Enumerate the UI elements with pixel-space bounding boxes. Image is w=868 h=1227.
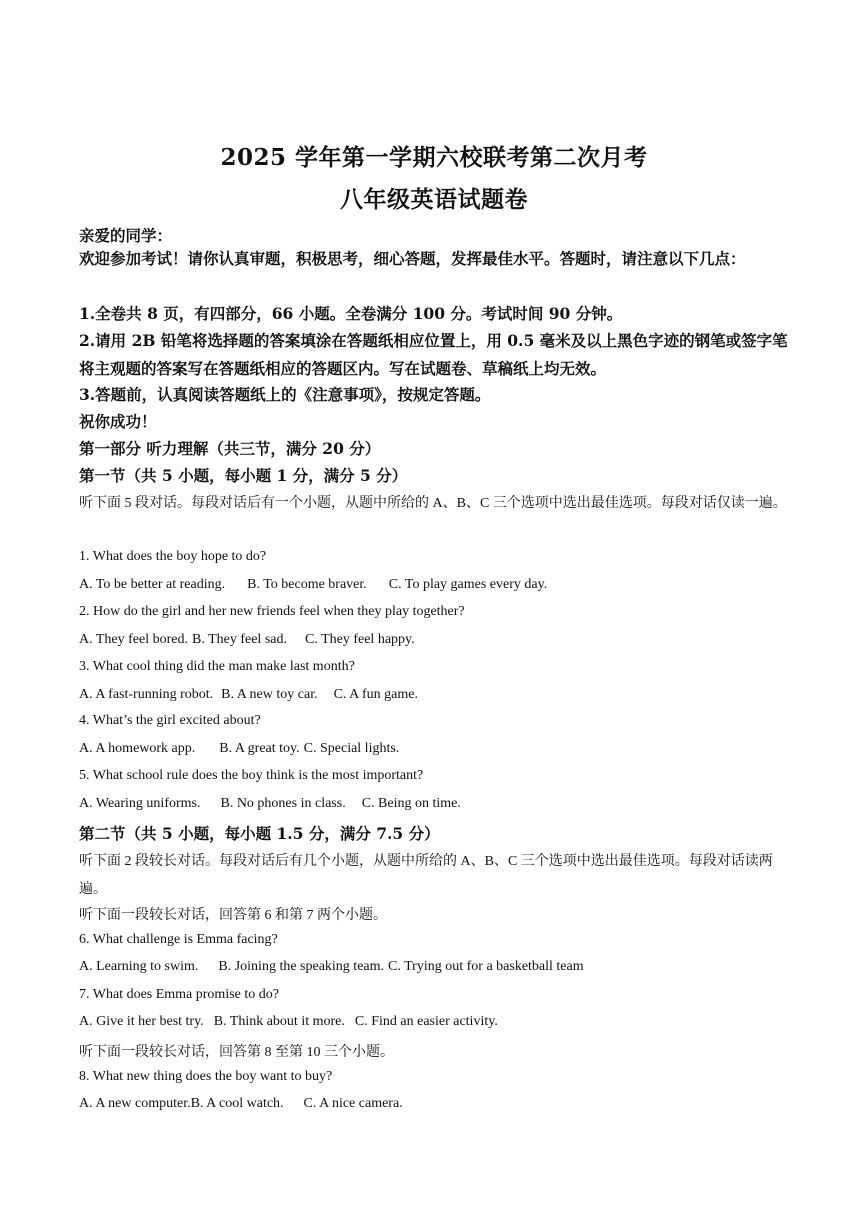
options-2: [79, 632, 791, 648]
question-5: 5. What school rule does the boy think is the most important?: [79, 768, 424, 783]
option-c: C. Find an easier activity.: [354, 1014, 498, 1029]
options-1: [79, 577, 791, 593]
section1-heading: 第一节（共 5 小题，每小题 1 分，满分 5 分）: [79, 466, 408, 485]
instruction-item-1: 1.全卷共 8 页，有四部分，66 小题。全卷满分 100 分。考试时间 90 分钟。: [79, 304, 623, 323]
option-a: A. They feel bored.: [79, 632, 188, 647]
dialog1-intro: 听下面一段较长对话，回答第 6 和第 7 两个小题。: [79, 908, 387, 923]
option-b: B. No phones in class.: [220, 796, 346, 811]
options-8: [79, 1096, 791, 1112]
instruction-item-3: 3.答题前，认真阅读答题纸上的《注意事项》，按规定答题。: [79, 385, 491, 404]
options-5: [79, 796, 791, 812]
question-2: 2. How do the girl and her new friends feel when they play together?: [79, 604, 465, 619]
welcome-text: 欢迎参加考试！请你认真审题，积极思考，细心答题，发挥最佳水平。答题时，请注意以下几点：: [79, 249, 746, 268]
option-b: B. Joining the speaking team.: [218, 959, 385, 974]
options-7: [79, 1014, 791, 1030]
option-c: C. A nice camera.: [303, 1096, 403, 1111]
option-a: A. A new computer.: [79, 1096, 191, 1111]
option-c: C. Trying out for a basketball team: [388, 959, 584, 974]
option-b: B. To become braver.: [247, 577, 367, 592]
option-c: C. Special lights.: [303, 741, 400, 756]
option-b: B. They feel sad.: [191, 632, 287, 647]
exam-title: 2025 学年第一学期六校联考第二次月考: [220, 144, 648, 171]
instruction-item-2: 2.请用 2B 铅笔将选择题的答案填涂在答题纸相应位置上，用 0.5 毫米及以上黑色字迹的钢笔或签字笔将主观题的答案写在答题纸相应的答题区内。写在试题卷、草稿纸上均无效。: [79, 331, 788, 378]
option-b: B. A great toy.: [219, 741, 300, 756]
option-a: A. Give it her best try.: [79, 1014, 204, 1029]
option-c: C. Being on time.: [361, 796, 461, 811]
option-b: B. A new toy car.: [221, 687, 318, 702]
question-6: 6. What challenge is Emma facing?: [79, 932, 278, 947]
options-3: [79, 687, 791, 703]
option-b: B. Think about it more.: [213, 1014, 345, 1029]
option-a: A. Learning to swim.: [79, 959, 199, 974]
option-b: B. A cool watch.: [190, 1096, 284, 1111]
options-4: [79, 741, 791, 757]
option-c: C. They feel happy.: [304, 632, 415, 647]
option-a: A. A fast-running robot.: [79, 687, 214, 702]
option-a: A. To be better at reading.: [79, 577, 226, 592]
question-4: 4. What’s the girl excited about?: [79, 713, 261, 728]
section2-directions: 听下面 2 段较长对话。每段对话后有几个小题，从题中所给的 A、B、C 三个选项中选出最佳选项。每段对话读两遍。: [79, 854, 773, 897]
section1-directions: 听下面 5 段对话。每段对话后有一个小题，从题中所给的 A、B、C 三个选项中选出最佳选项。每段对话仅读一遍。: [79, 496, 787, 511]
question-1: 1. What does the boy hope to do?: [79, 549, 267, 564]
question-3: 3. What cool thing did the man make last month?: [79, 659, 355, 674]
greeting: 亲爱的同学：: [79, 226, 173, 245]
closing-text: 祝你成功！: [79, 412, 157, 431]
question-7: 7. What does Emma promise to do?: [79, 987, 279, 1002]
options-6: [79, 959, 791, 975]
dialog2-intro: 听下面一段较长对话，回答第 8 至第 10 三个小题。: [79, 1045, 394, 1060]
option-c: C. To play games every day.: [388, 577, 548, 592]
question-8: 8. What new thing does the boy want to buy?: [79, 1069, 333, 1084]
exam-subtitle: 八年级英语试题卷: [340, 186, 528, 213]
option-c: C. A fun game.: [333, 687, 418, 702]
option-a: A. A homework app.: [79, 741, 196, 756]
option-a: A. Wearing uniforms.: [79, 796, 201, 811]
part1-heading: 第一部分 听力理解（共三节，满分 20 分）: [79, 439, 381, 458]
section2-heading: 第二节（共 5 小题，每小题 1.5 分，满分 7.5 分）: [79, 824, 440, 843]
